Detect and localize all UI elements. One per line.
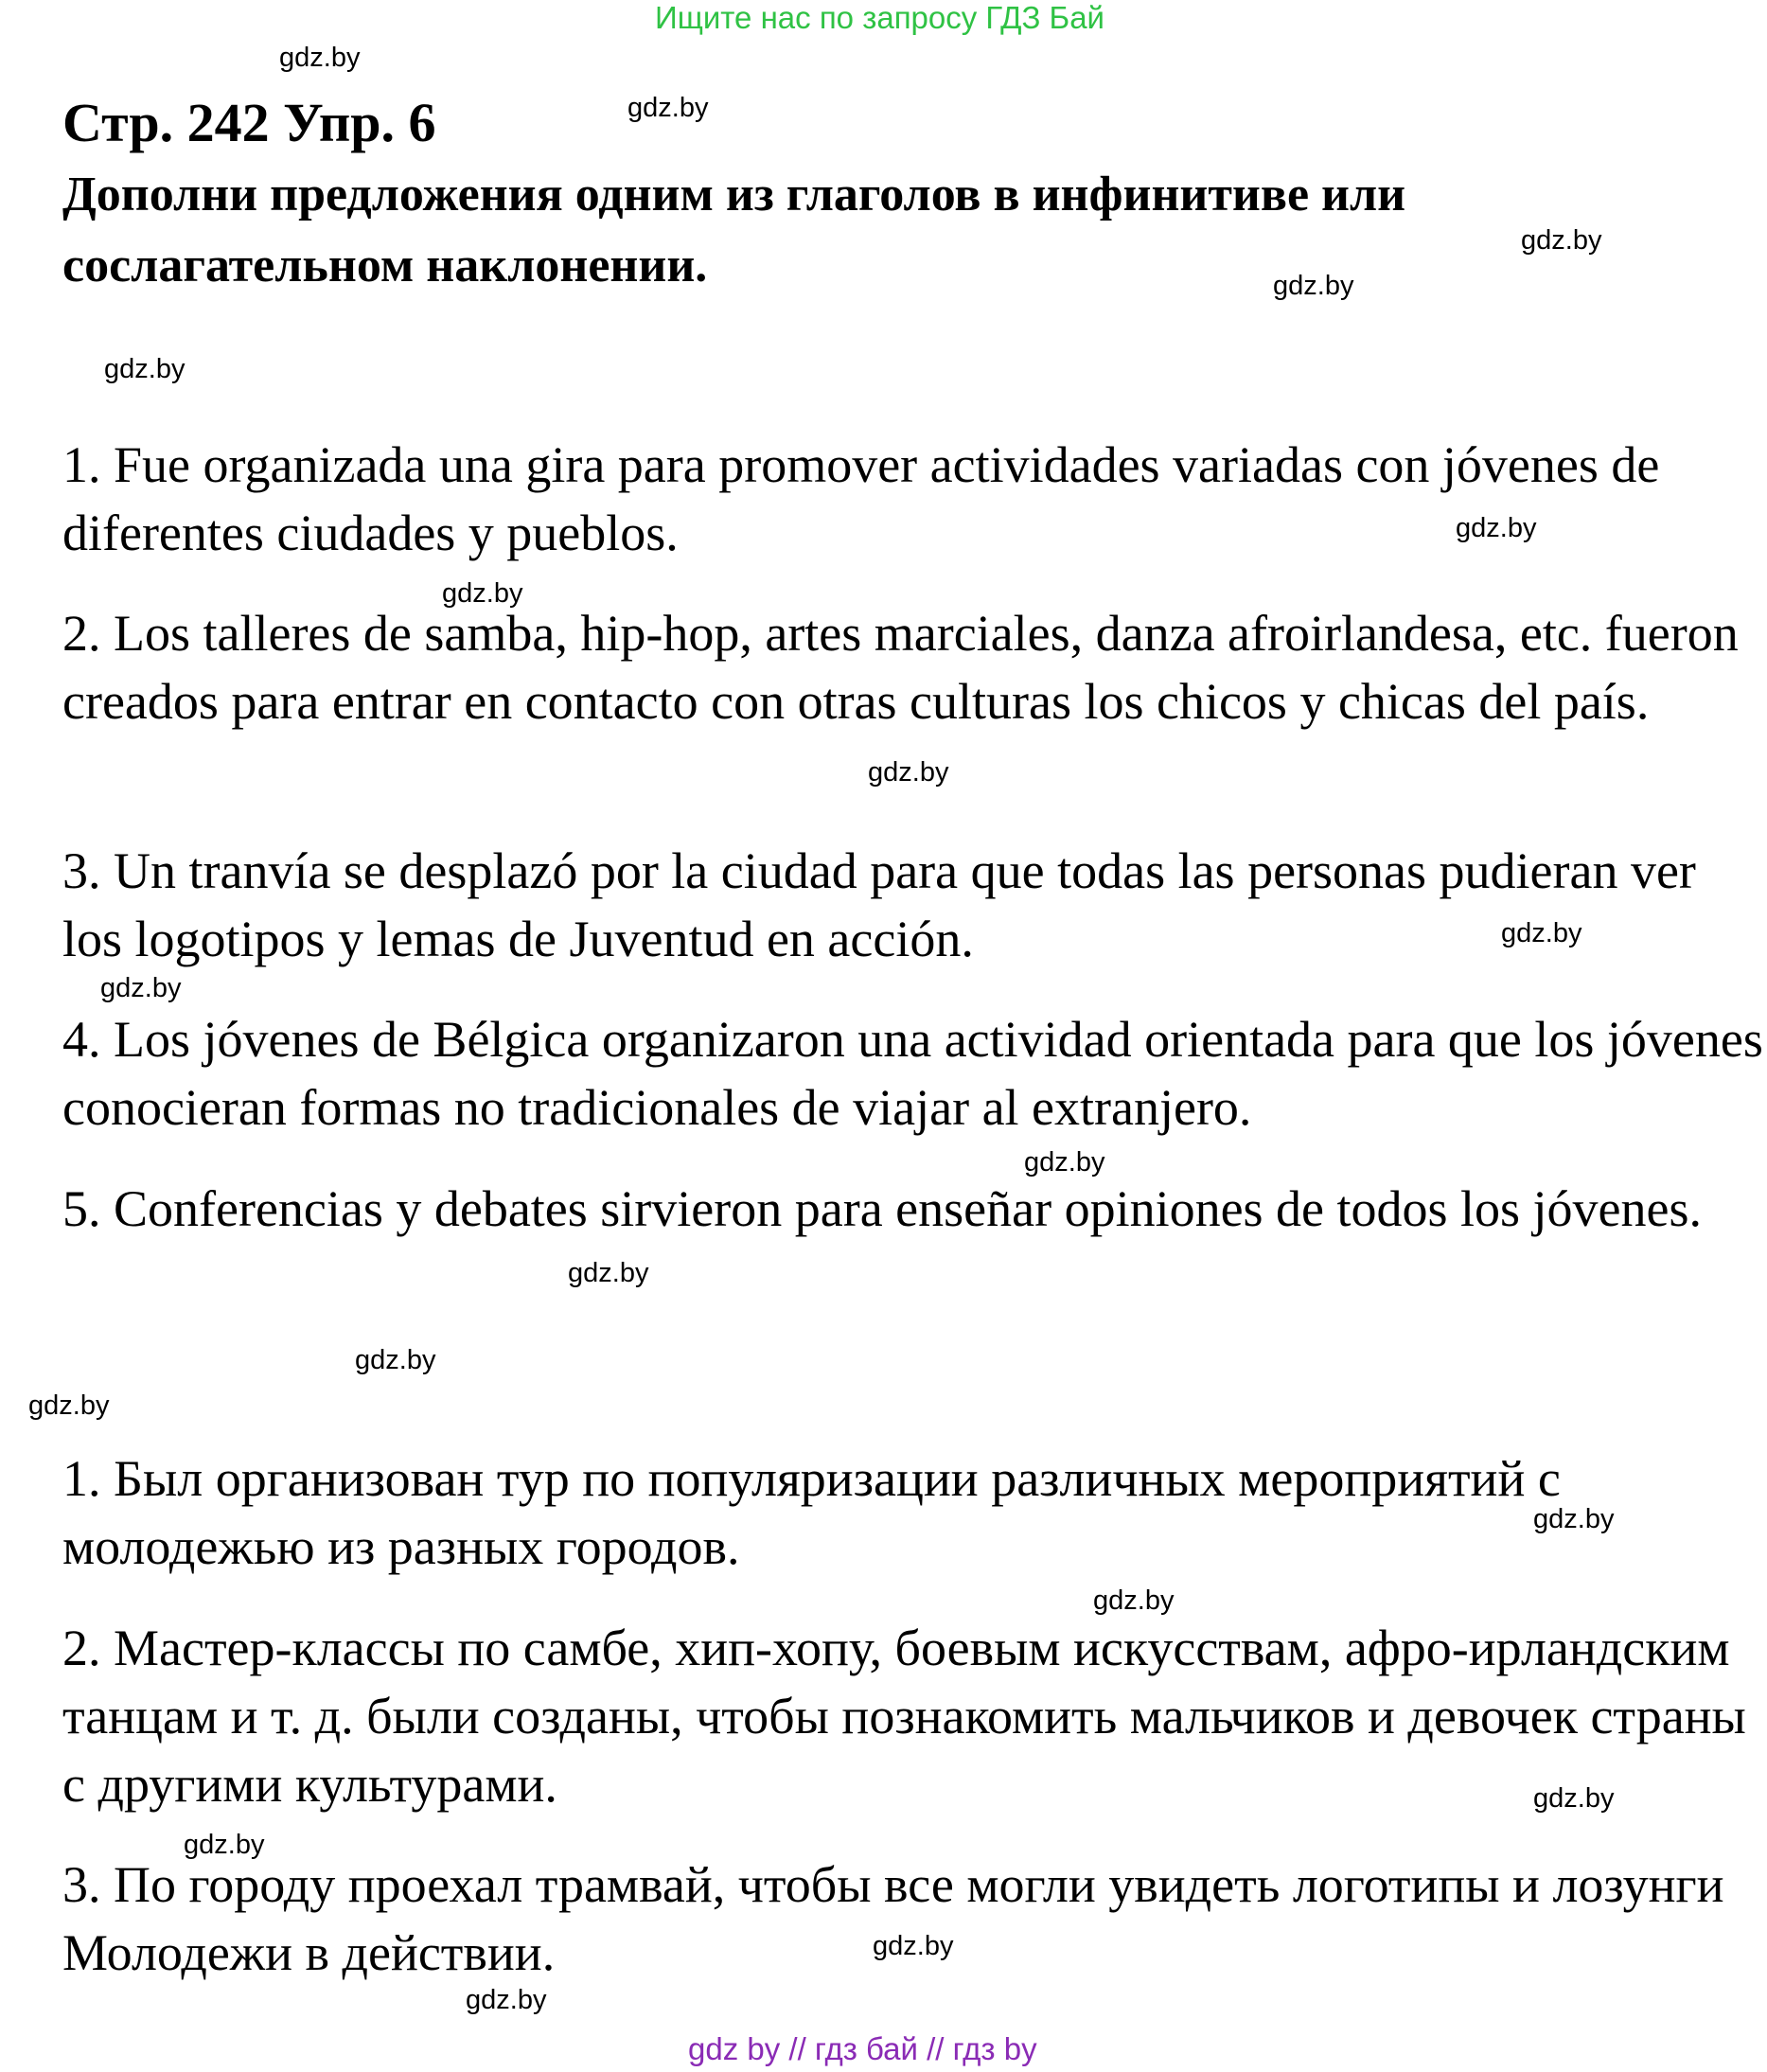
watermark: gdz.by <box>355 1345 436 1375</box>
watermark: gdz.by <box>1024 1147 1105 1178</box>
watermark: gdz.by <box>184 1830 265 1860</box>
watermark: gdz.by <box>442 578 523 609</box>
watermark: gdz.by <box>104 354 186 384</box>
spanish-item-2: 2. Los talleres de samba, hip-hop, artes marciales, danza afroirlandesa, etc. fueron creados para entrar en contacto con otras culturas los chicos y chicas del país. <box>62 605 1739 730</box>
watermark: gdz.by <box>1273 271 1354 301</box>
watermark: gdz.by <box>1521 225 1602 256</box>
spanish-item-5: 5. Conferencias y debates sirvieron para enseñar opiniones de todos los jóvenes. <box>62 1180 1703 1237</box>
russian-item-3: 3. По городу проехал трамвай, чтобы все могли увидеть логотипы и лозунги Молодежи в действии. <box>62 1856 1724 1981</box>
task-instruction: Дополни предложения одним из глаголов в инфинитиве или сослагательном наклонении. <box>62 168 1406 292</box>
spanish-item-4: 4. Los jóvenes de Bélgica organizaron una actividad orientada para que los jóvenes conocieran formas no tradicionales de viajar al extranjero. <box>62 1011 1763 1136</box>
watermark: gdz.by <box>1456 513 1537 543</box>
watermark: gdz.by <box>100 973 182 1003</box>
russian-item-2: 2. Мастер-классы по самбе, хип-хопу, боевым искусствам, афро-ирландским танцам и т. д. были созданы, чтобы познакомить мальчиков и девочек страны с другими культурами. <box>62 1620 1746 1813</box>
search-banner: Ищите нас по запросу ГДЗ Бай <box>655 0 1104 35</box>
watermark: gdz.by <box>1093 1585 1175 1616</box>
watermark: gdz.by <box>279 43 361 73</box>
watermark: gdz.by <box>28 1390 110 1421</box>
spanish-item-1: 1. Fue organizada una gira para promover actividades variadas con jóvenes de diferentes ciudades y pueblos. <box>62 436 1660 561</box>
watermark: gdz.by <box>568 1258 649 1288</box>
watermark: gdz.by <box>1501 918 1582 948</box>
spanish-item-3: 3. Un tranvía se desplazó por la ciudad para que todas las personas pudieran ver los logotipos y lemas de Juventud en acción. <box>62 842 1696 967</box>
watermark: gdz.by <box>868 757 949 788</box>
watermark: gdz.by <box>1533 1783 1615 1814</box>
footer-links: gdz by // гдз бай // гдз by <box>688 2031 1037 2066</box>
watermark: gdz.by <box>466 1985 547 2015</box>
watermark: gdz.by <box>627 93 709 123</box>
russian-item-1: 1. Был организован тур по популяризации различных мероприятий с молодежью из разных городов. <box>62 1450 1561 1575</box>
watermark: gdz.by <box>1533 1504 1615 1534</box>
page-title: Стр. 242 Упр. 6 <box>62 92 436 153</box>
watermark: gdz.by <box>873 1931 954 1961</box>
